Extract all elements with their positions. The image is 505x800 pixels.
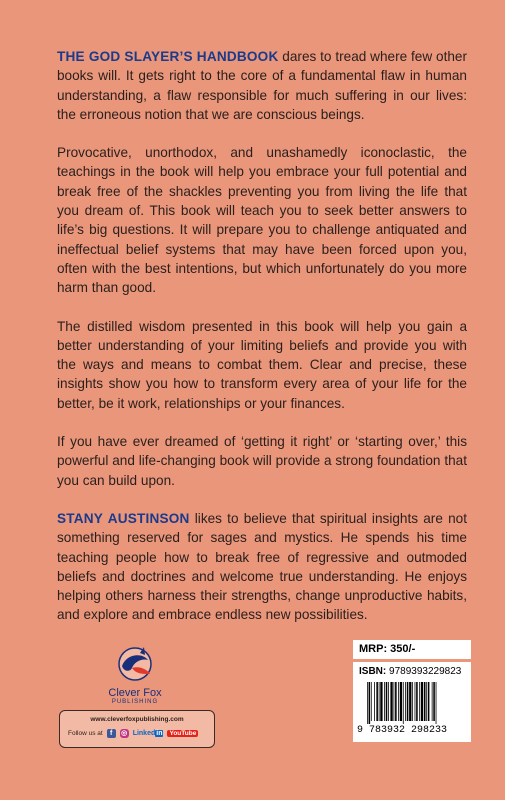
barcode-bar [398,682,399,721]
barcode-bar [407,682,409,721]
blurb-paragraph-1 [57,47,467,124]
linkedin-icon[interactable] [133,730,164,737]
paragraph-text: dares to tread where few other books will. It gets right to the core of a fundamental flaw in human understanding, a flaw responsible for much suffering in our lives: the erroneous notion that we are conscious beings. [57,49,468,122]
social-box [59,710,215,748]
barcode-bar [380,682,382,721]
facebook-icon[interactable]: f [107,729,116,738]
blurb-text [57,47,467,644]
barcode-bar [421,682,423,721]
barcode-box [353,662,471,742]
youtube-icon[interactable]: YouTube [169,730,197,737]
barcode-bar [415,682,416,721]
linkedin-in-label: in [156,730,163,737]
barcode-bar [432,682,433,721]
barcode-bar [376,682,378,721]
isbn-label: ISBN: [359,666,387,677]
book-title: THE GOD SLAYER’S HANDBOOK [57,49,279,64]
barcode-bar [433,682,435,721]
barcode-bar [395,682,397,721]
barcode-digits: 9 783932 298233 [357,725,448,736]
barcode-bar [384,682,385,721]
barcode-bar [379,682,380,721]
blurb-paragraph-2: Provocative, unorthodox, and unashamedly iconoclastic, the teachings in the book will help you embrace your full potential and break free of the shackles preventing you from living the life that you dream of. This book will teach you to seek better answers to life’s big questions. It will prepare you to challenge antiquated and ineffectual belief systems that may have been forced upon you, often with the best intentions, but which unfortunately do you more harm than good. [57,145,467,296]
barcode-bar [412,682,413,721]
barcode-bar [394,682,395,721]
barcode-bar [400,682,402,721]
follow-label: Follow us at [68,730,103,737]
publisher-url[interactable]: www.cleverfoxpublishing.com [90,716,184,723]
social-row [68,729,198,738]
barcode-bar [403,682,404,724]
barcode-bar [405,682,406,721]
barcode-bar [409,682,411,721]
barcode-bar [369,682,371,724]
publisher-name: Clever Fox [108,687,162,699]
linkedin-label: Linked [132,730,156,737]
price-label: MRP: 350/- [353,640,471,659]
publisher-subtitle: PUBLISHING [111,699,159,705]
author-bio [57,509,467,625]
barcode-bar [386,682,388,721]
barcode-bar [424,682,426,721]
barcode-bar [428,682,430,721]
barcode-bar [419,682,420,721]
barcode-bar [390,682,392,721]
isbn-value: 9789393229823 [389,666,462,677]
instagram-icon[interactable]: ◎ [121,730,128,737]
barcode-bar [388,682,389,721]
barcode-bar [371,682,372,721]
barcode-bar [374,682,375,721]
blurb-paragraph-3: The distilled wisdom presented in this book will help you gain a better understanding of your limiting beliefs and provide you with the ways and means to combat them. Clear and precise, these insights show you how to transform every area of your life for the better, be it work, relationships or your finances. [57,318,467,411]
isbn-line [359,666,461,677]
barcode-bar [416,682,418,721]
barcode-icon [367,682,459,724]
barcode-bar [436,682,437,724]
fox-logo-icon [112,644,158,682]
paragraph-text: likes to believe that spiritual insights are not something reserved for sages and mystics. He spends his time teaching people how to break free of regressive and outmoded beliefs and doctrines and welcome true understanding. He enjoys helping others harness their strengths, change unproductive habits, and explore and embrace endless new possibilities. [57,510,467,623]
publisher-logo [70,644,200,708]
barcode-bar [367,682,368,724]
author-name: STANY AUSTINSON [57,510,190,526]
blurb-paragraph-4: If you have ever dreamed of ‘getting it right’ or ‘starting over,’ this powerful and life-changing book will provide a strong foundation that you can build upon. [57,434,467,488]
barcode-bar [426,682,427,721]
